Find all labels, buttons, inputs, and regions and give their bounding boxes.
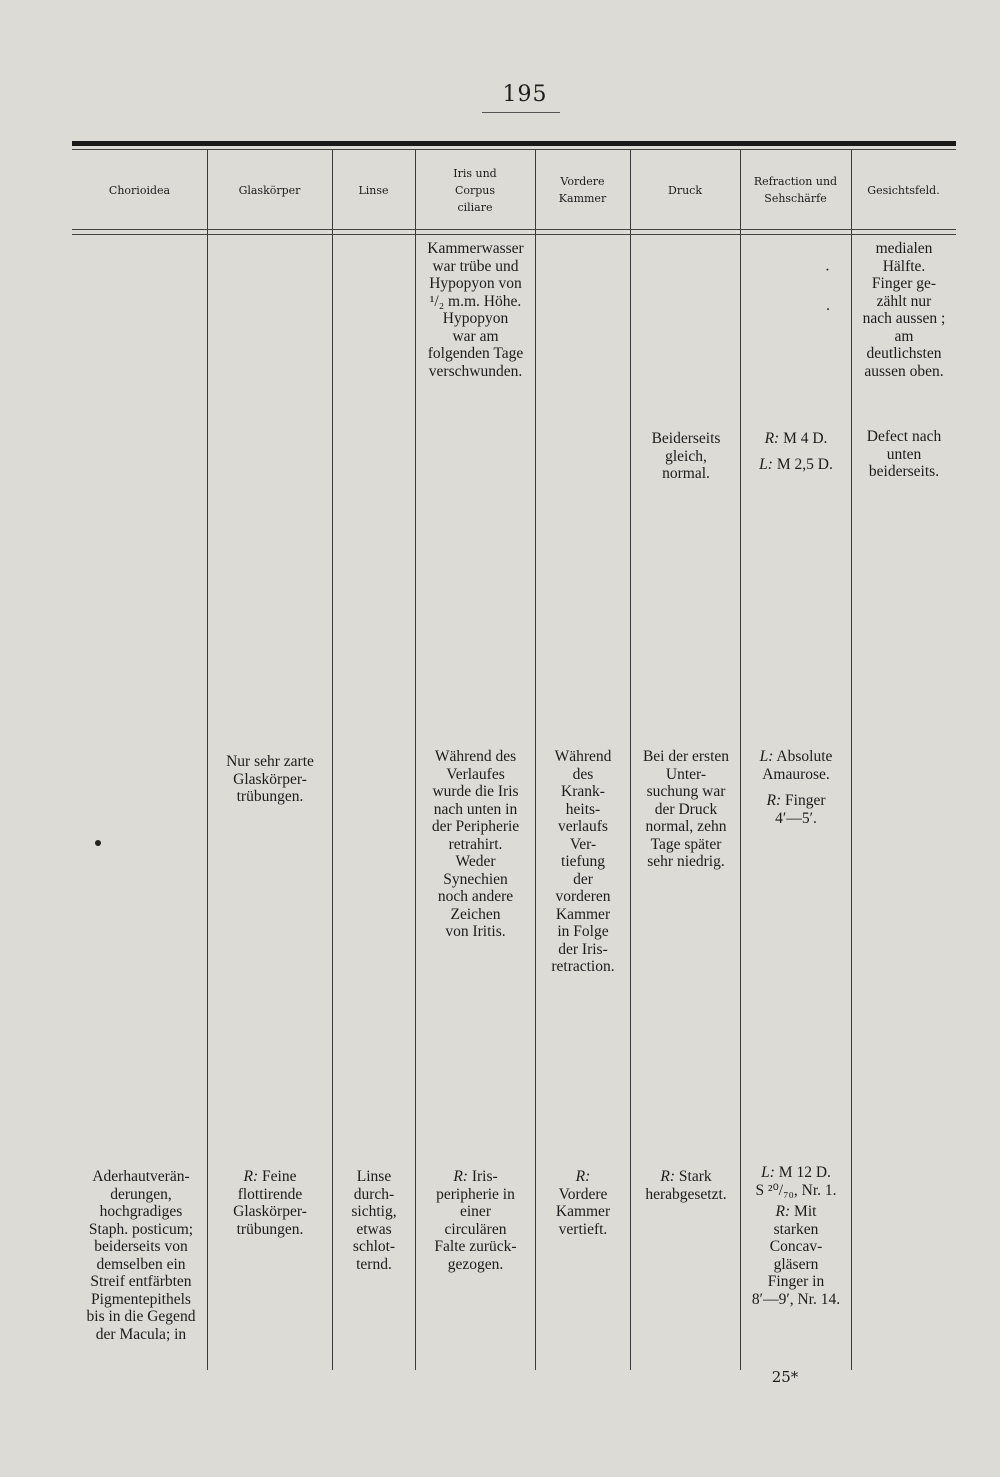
column-divider: [535, 150, 536, 1370]
cell-iris-e1: Kammerwasser war trübe und Hypopyon von ¹/₂ m.m. Höhe. Hypopyon war am folgenden Tage verschwunden.: [427, 240, 524, 380]
column-header-label: Chorioidea: [108, 183, 171, 197]
signature-mark: 25*: [771, 1368, 799, 1386]
eye-label-l: L:: [761, 1164, 775, 1181]
column-header-label: Glaskörper: [238, 183, 301, 197]
column-header-druck: [630, 152, 740, 228]
column-divider: [630, 150, 631, 1370]
cell-refraction-e3-r: [742, 792, 850, 827]
column-header-refraction: [740, 152, 851, 228]
column-header-gesichtsfeld: [851, 152, 956, 228]
row-bullet: [95, 840, 101, 846]
column-header-label: Vordere Kammer: [558, 175, 607, 205]
column-header-linse: [332, 152, 415, 228]
eye-label-l: L:: [759, 456, 773, 473]
eye-label-r: R:: [575, 1168, 591, 1185]
table-top-rule-thin: [72, 149, 956, 150]
column-header-label: Refraction und Sehschärfe: [753, 175, 838, 205]
cell-iris-e4: [418, 1168, 533, 1273]
eye-label-r: R:: [775, 1203, 791, 1220]
cell-text: Iris- peripherie in einer circulären Falte zurück- gezogen.: [434, 1168, 517, 1273]
page-number: 195: [502, 82, 548, 107]
column-header-label: Iris und Corpus ciliare: [453, 166, 497, 214]
cell-text: Stark herabgesetzt.: [645, 1168, 727, 1203]
eye-label-l: L:: [759, 748, 774, 765]
column-header-label: Druck: [668, 183, 702, 197]
column-header-iris: [415, 152, 535, 228]
cell-gesichtsfeld-e1: medialen Hälfte. Finger ge- zählt nur nach aussen ; am deutlichsten aussen oben.: [862, 240, 946, 380]
column-header-label: Gesichtsfeld.: [867, 183, 940, 197]
column-header-glaskoerper: [207, 152, 332, 228]
cell-gesichtsfeld-e2: Defect nach unten beiderseits.: [866, 428, 942, 480]
column-divider: [332, 150, 333, 1370]
refraction-value: M 2,5 D.: [776, 456, 833, 473]
cell-refraction-e2-r: [742, 430, 850, 448]
eye-label-r: R:: [766, 792, 782, 809]
column-header-chorioidea: [72, 152, 207, 228]
cell-refraction-e4-l: [742, 1164, 850, 1199]
cell-text: Vordere Kammer vertieft.: [555, 1185, 611, 1238]
cell-refraction-e2-l: [742, 456, 850, 474]
cell-kammer-e4: [537, 1168, 629, 1238]
cell-chorioidea-e4: Aderhautverän- derungen, hochgradiges Staph. posticum; beiderseits von demselben ein Streif entfärbten Pigmentepithels bis in die Gegend der Macula; in: [86, 1168, 196, 1343]
eye-label-r: R:: [660, 1168, 676, 1185]
column-divider: [207, 150, 208, 1370]
cell-glaskoerper-e3: Nur sehr zarte Glaskörper- trübungen.: [226, 753, 314, 805]
cell-druck-e3: Bei der ersten Unter- suchung war der Druck normal, zehn Tage später sehr niedrig.: [642, 748, 730, 870]
table-top-rule: [72, 141, 956, 146]
eye-label-r: R:: [453, 1168, 468, 1185]
column-divider: [415, 150, 416, 1370]
cell-glaskoerper-e4: [209, 1168, 331, 1238]
column-divider: [740, 150, 741, 1370]
cell-druck-e2: Beiderseits gleich, normal.: [651, 430, 721, 482]
eye-label-r: R:: [764, 430, 780, 447]
header-bottom-rule: [72, 229, 956, 230]
cell-refraction-e4-r: [742, 1203, 850, 1308]
cell-iris-e3: Während des Verlaufes wurde die Iris nach unten in der Peripherie retrahirt. Weder Synechien noch andere Zeichen von Iritis.: [431, 748, 520, 940]
cell-text: Feine flottirende Glaskörper- trübungen.: [233, 1168, 307, 1238]
column-header-label: Linse: [358, 183, 389, 197]
cell-refraction-dots-e1: · .: [824, 262, 830, 314]
cell-druck-e4: [632, 1168, 740, 1203]
refraction-value: Mit starken Concav- gläsern Finger in 8′—9′, Nr. 14.: [751, 1203, 841, 1308]
column-header-vordere-kammer: [535, 152, 630, 228]
refraction-value: M 12 D. S ²⁰/₇₀, Nr. 1.: [755, 1164, 837, 1199]
header-bottom-rule-2: [72, 234, 956, 235]
refraction-value: Finger 4′—5′.: [775, 792, 826, 827]
eye-label-r: R:: [243, 1168, 259, 1185]
cell-linse-e4: Linse durch- sichtig, etwas schlot- ternd.: [351, 1168, 397, 1273]
refraction-value: M 4 D.: [783, 430, 828, 447]
cell-refraction-e3-l: [742, 748, 850, 783]
cell-kammer-e3: Während des Krank- heits- verlaufs Ver- tiefung der vorderen Kammer in Folge der Iris- retraction.: [551, 748, 615, 975]
refraction-value: Absolute Amaurose.: [762, 748, 833, 783]
page-number-rule: [482, 112, 560, 113]
